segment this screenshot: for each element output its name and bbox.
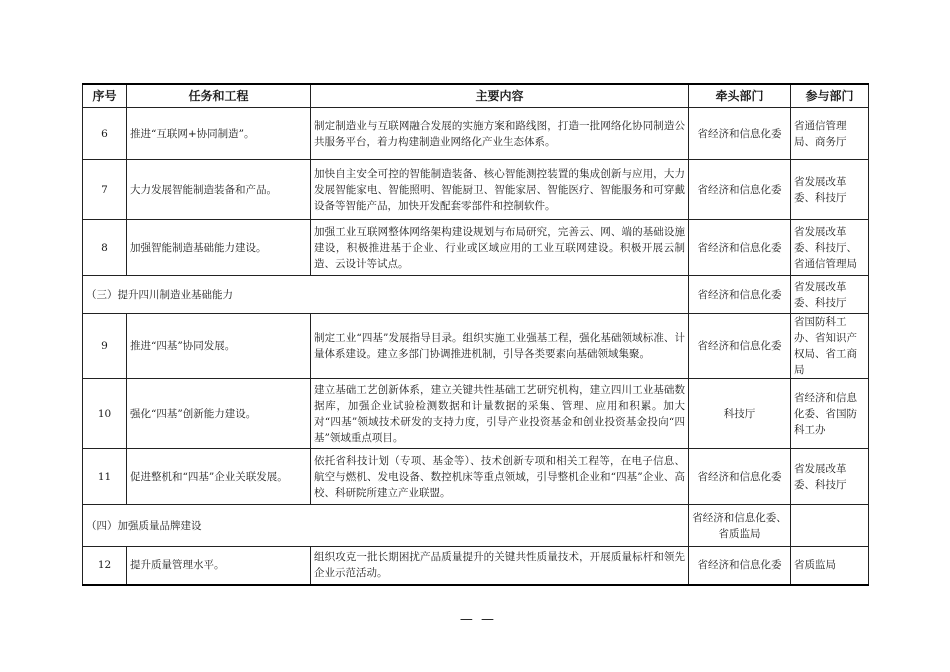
task-table	[82, 83, 869, 586]
row-seq: 10	[83, 379, 127, 449]
row-content: 制定工业“四基”发展指导目录。组织实施工业强基工程，强化基础领域标准、计量体系建设。建立多部门协调推进机制，引导各类要素向基础领域集聚。	[311, 314, 689, 379]
section-lead: 省经济和信息化委、省质监局	[689, 505, 791, 547]
section-row	[83, 276, 869, 314]
section-partners: 省发展改革委、科技厅	[791, 276, 869, 314]
table-row	[83, 160, 869, 220]
table-header-row	[83, 84, 869, 108]
row-lead: 省经济和信息化委	[689, 314, 791, 379]
row-lead: 科技厅	[689, 379, 791, 449]
row-content: 制定制造业与互联网融合发展的实施方案和路线图，打造一批网络化协同制造公共服务平台，着力构建制造业网络化产业生态体系。	[311, 108, 689, 160]
row-task: 促进整机和“四基”企业关联发展。	[127, 449, 311, 505]
row-lead: 省经济和信息化委	[689, 108, 791, 160]
table-row	[83, 449, 869, 505]
row-lead: 省经济和信息化委	[689, 160, 791, 220]
row-content: 组织攻克一批长期困扰产品质量提升的关键共性质量技术，开展质量标杆和领先企业示范活动。	[311, 547, 689, 585]
row-seq: 7	[83, 160, 127, 220]
row-lead: 省经济和信息化委	[689, 547, 791, 585]
header-seq: 序号	[83, 84, 127, 108]
row-lead: 省经济和信息化委	[689, 220, 791, 276]
row-seq: 8	[83, 220, 127, 276]
row-partners: 省质监局	[791, 547, 869, 585]
row-task: 强化“四基”创新能力建设。	[127, 379, 311, 449]
section-lead: 省经济和信息化委	[689, 276, 791, 314]
table-row	[83, 108, 869, 160]
section-row	[83, 505, 869, 547]
row-partners: 省通信管理局、商务厅	[791, 108, 869, 160]
row-partners: 省发展改革委、科技厅、省通信管理局	[791, 220, 869, 276]
row-lead: 省经济和信息化委	[689, 449, 791, 505]
table-row	[83, 547, 869, 585]
row-task: 大力发展智能制造装备和产品。	[127, 160, 311, 220]
row-task: 推进“互联网+协同制造”。	[127, 108, 311, 160]
row-content: 加快自主安全可控的智能制造装备、核心智能测控装置的集成创新与应用，大力发展智能家电、智能照明、智能厨卫、智能家居、智能医疗、智能服务和可穿戴设备等智能产品，加快开发配套零部件和控制软件。	[311, 160, 689, 220]
row-task: 加强智能制造基础能力建设。	[127, 220, 311, 276]
header-partners: 参与部门	[791, 84, 869, 108]
row-task: 提升质量管理水平。	[127, 547, 311, 585]
header-content: 主要内容	[311, 84, 689, 108]
row-task: 推进“四基”协同发展。	[127, 314, 311, 379]
row-content: 依托省科技计划（专项、基金等）、技术创新专项和相关工程等，在电子信息、航空与燃机、发电设备、数控机床等重点领域，引导整机企业和“四基”企业、高校、科研院所建立产业联盟。	[311, 449, 689, 505]
section-title: （三）提升四川制造业基础能力	[83, 276, 689, 314]
row-seq: 11	[83, 449, 127, 505]
row-seq: 6	[83, 108, 127, 160]
section-title: （四）加强质量品牌建设	[83, 505, 689, 547]
row-partners: 省发展改革委、科技厅	[791, 160, 869, 220]
row-partners: 省经济和信息化委、省国防科工办	[791, 379, 869, 449]
row-partners: 省发展改革委、科技厅	[791, 449, 869, 505]
row-seq: 12	[83, 547, 127, 585]
table-row	[83, 314, 869, 379]
section-partners	[791, 505, 869, 547]
table-row	[83, 220, 869, 276]
row-content: 加强工业互联网整体网络架构建设规划与布局研究，完善云、网、端的基础设施建设，积极推进基于企业、行业或区域应用的工业互联网建设。积极开展云制造、云设计等试点。	[311, 220, 689, 276]
table-row	[83, 379, 869, 449]
header-task: 任务和工程	[127, 84, 311, 108]
page-number: — —	[459, 612, 497, 627]
header-lead: 牵头部门	[689, 84, 791, 108]
row-seq: 9	[83, 314, 127, 379]
row-partners: 省国防科工办、省知识产权局、省工商局	[791, 314, 869, 379]
row-content: 建立基础工艺创新体系，建立关键共性基础工艺研究机构，建立四川工业基础数据库，加强企业试验检测数据和计量数据的采集、管理、应用和积累。加大对“四基”领域技术研发的支持力度，引导产业投资基金和创业投资基金投向“四基”领域重点项目。	[311, 379, 689, 449]
